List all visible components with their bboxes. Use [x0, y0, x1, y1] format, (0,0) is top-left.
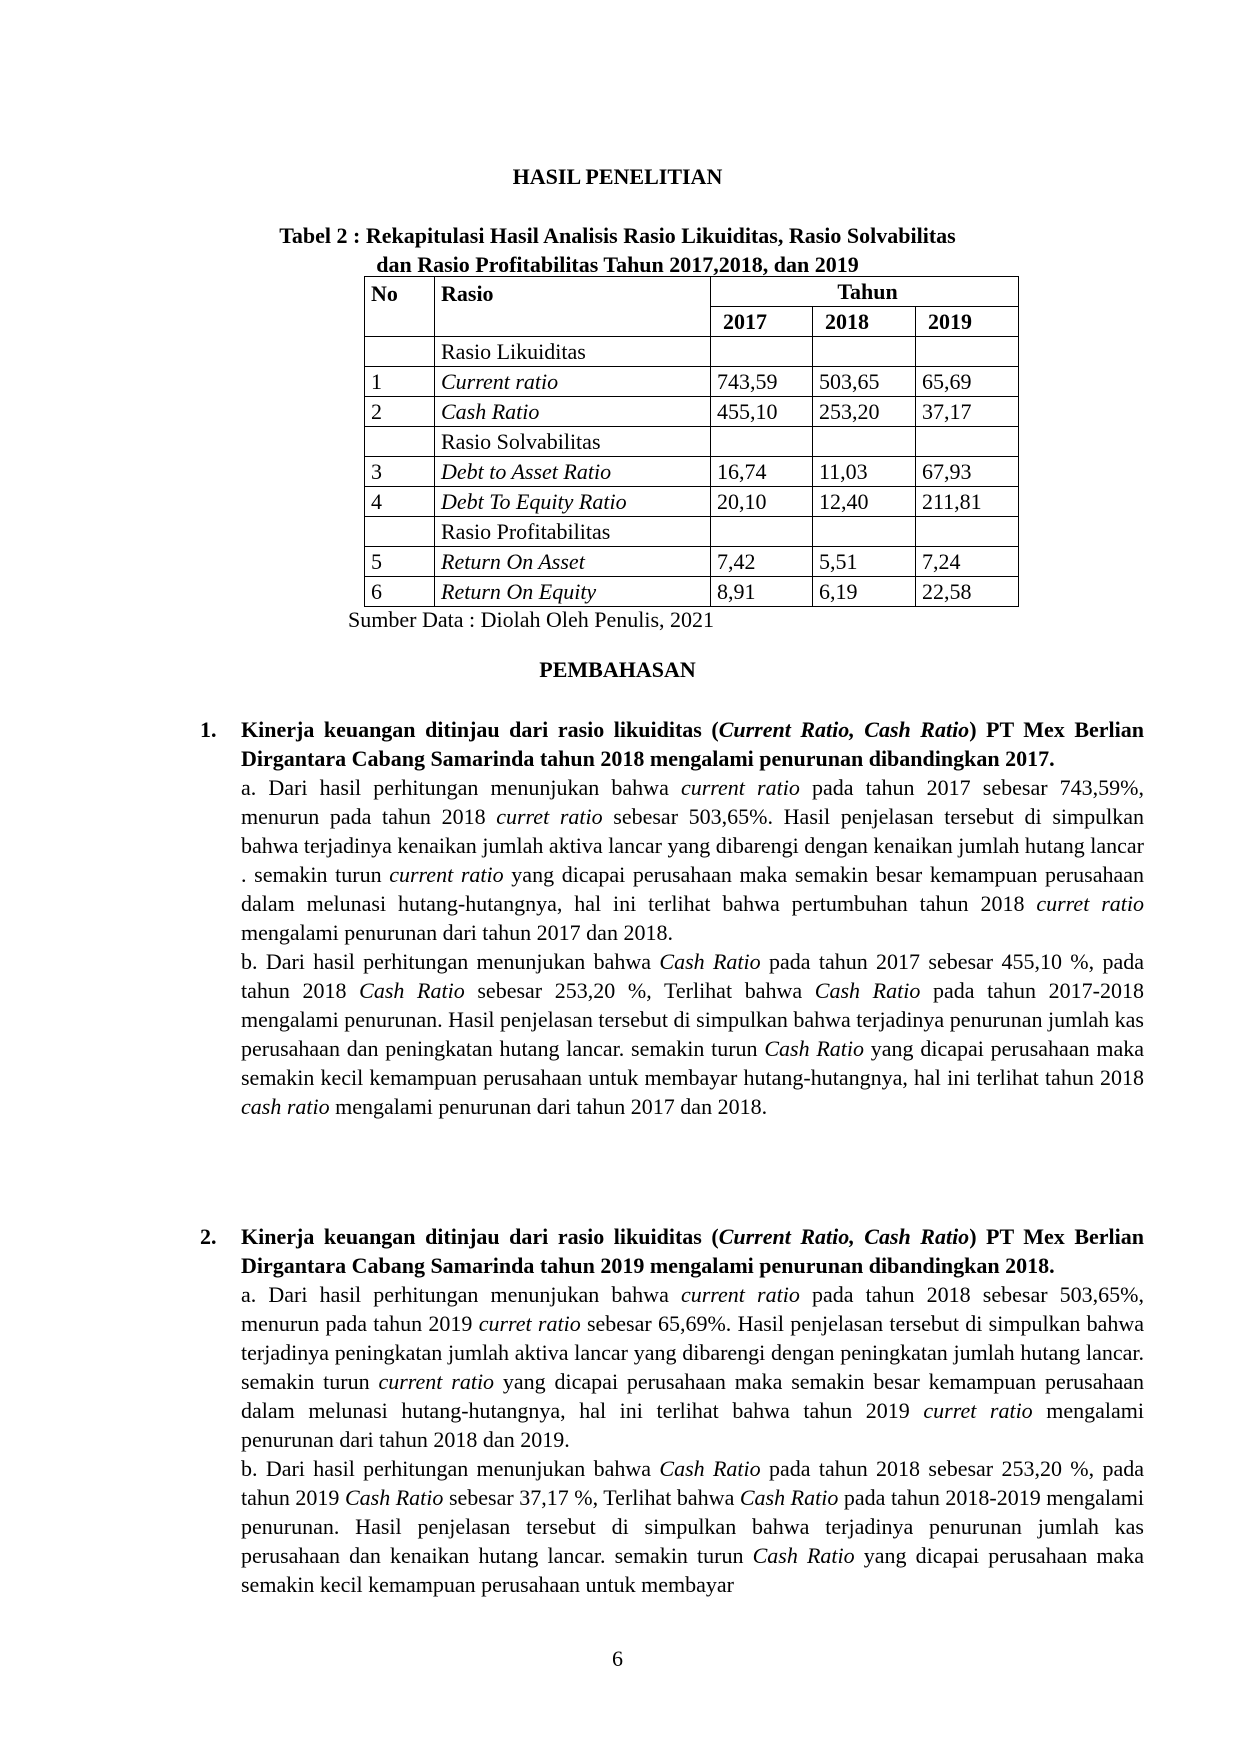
cell-value-2018: 11,03	[813, 457, 916, 487]
header-year-2017: 2017	[711, 307, 813, 337]
text-run: mengalami penurunan dari tahun 2017 dan 2018.	[241, 920, 673, 945]
cell-ratio-name: Return On Asset	[435, 547, 711, 577]
cell-no	[365, 337, 435, 367]
cell-value-2018: 503,65	[813, 367, 916, 397]
table-group-row	[365, 517, 1019, 547]
text-run: yang dicapai perusahaan maka semakin besar kemampuan perusahaan dalam melunasi hutang-hutangnya, hal ini terlihat bahwa pertumbuhan tahun 2018	[241, 862, 1144, 916]
text-run: mengalami penurunan dari tahun 2018 dan 2019.	[241, 1398, 1145, 1452]
header-tahun: Tahun	[711, 277, 1019, 307]
cell-ratio-name: Cash Ratio	[435, 397, 711, 427]
italic-term: curret ratio	[923, 1398, 1033, 1423]
cell-no: 5	[365, 547, 435, 577]
text-run: ) PT Mex Berlian Dirgantara Cabang Samarinda tahun 2019 mengalami penurunan dibandingkan 2018.	[241, 1224, 1144, 1278]
discussion-paragraph-b	[241, 1454, 1144, 1599]
italic-term: Current Ratio, Cash Ratio	[718, 717, 970, 742]
text-run: yang dicapai perusahaan maka semakin kecil kemampuan perusahaan untuk membayar	[241, 1543, 1144, 1597]
table-group-row	[365, 427, 1019, 457]
cell-value-2017	[711, 517, 813, 547]
text-run: b. Dari hasil perhitungan menunjukan bahwa	[241, 949, 660, 974]
table-caption	[0, 221, 1235, 279]
discussion-paragraph-a	[241, 773, 1144, 947]
cell-value-2019	[916, 337, 1019, 367]
table-row	[365, 577, 1019, 607]
text-run: yang dicapai perusahaan maka semakin besar kemampuan perusahaan dalam melunasi hutang-hutangnya, hal ini terlihat bahwa tahun 2019	[241, 1369, 1144, 1423]
cell-value-2017: 8,91	[711, 577, 813, 607]
discussion-paragraph-a	[241, 1280, 1144, 1454]
text-run: b. Dari hasil perhitungan menunjukan bahwa	[241, 1456, 660, 1481]
cell-no: 1	[365, 367, 435, 397]
text-run: pada tahun 2018-2019 mengalami penurunan. Hasil penjelasan tersebut di simpulkan bahwa terjadinya penurunan jumlah kas perusahaan dan kenaikan hutang lancar. semakin turun	[241, 1485, 1144, 1568]
cell-value-2017	[711, 427, 813, 457]
table-caption-line1: Tabel 2 : Rekapitulasi Hasil Analisis Rasio Likuiditas, Rasio Solvabilitas	[279, 223, 956, 248]
text-run: pada tahun 2018 sebesar 253,20 %, pada tahun 2019	[241, 1456, 1144, 1510]
cell-value-2018: 12,40	[813, 487, 916, 517]
cell-value-2018	[813, 337, 916, 367]
header-rasio: Rasio	[435, 277, 711, 337]
table-row	[365, 457, 1019, 487]
italic-term: Current Ratio, Cash Ratio	[718, 1224, 970, 1249]
table-row	[365, 367, 1019, 397]
cell-value-2017: 743,59	[711, 367, 813, 397]
text-run: ) PT Mex Berlian Dirgantara Cabang Samarinda tahun 2018 mengalami penurunan dibandingkan 2017.	[241, 717, 1144, 771]
text-run: pada tahun 2018 sebesar 503,65%, menurun pada tahun 2019	[241, 1282, 1144, 1336]
cell-no: 4	[365, 487, 435, 517]
text-run: Kinerja keuangan ditinjau dari rasio likuiditas (	[241, 717, 719, 742]
table-body	[365, 337, 1019, 607]
cell-value-2019	[916, 427, 1019, 457]
cell-value-2017: 20,10	[711, 487, 813, 517]
cell-value-2018: 5,51	[813, 547, 916, 577]
italic-term: Cash Ratio	[659, 949, 761, 974]
cell-value-2019: 211,81	[916, 487, 1019, 517]
discussion-item-1	[200, 715, 1144, 1121]
cell-group-name: Rasio Likuiditas	[435, 337, 711, 367]
cell-value-2019	[916, 517, 1019, 547]
table-row	[365, 487, 1019, 517]
text-run: mengalami penurunan dari tahun 2017 dan 2018.	[329, 1094, 768, 1119]
cell-value-2017	[711, 337, 813, 367]
section-heading-hasil: HASIL PENELITIAN	[512, 164, 723, 189]
cell-value-2018	[813, 517, 916, 547]
page-number: 6	[612, 1646, 623, 1671]
cell-no: 3	[365, 457, 435, 487]
cell-group-name: Rasio Solvabilitas	[435, 427, 711, 457]
text-run: yang dicapai perusahaan maka semakin kecil kemampuan perusahaan untuk membayar hutang-hutangnya, hal ini terlihat tahun 2018	[241, 1036, 1144, 1090]
italic-term: Cash Ratio	[739, 1485, 839, 1510]
discussion-paragraph-b	[241, 947, 1144, 1121]
discussion-number: 2.	[200, 1224, 217, 1249]
discussion-item-2	[200, 1222, 1144, 1599]
cell-ratio-name: Debt To Equity Ratio	[435, 487, 711, 517]
table-caption-line2: dan Rasio Profitabilitas Tahun 2017,2018, dan 2019	[376, 252, 859, 277]
cell-value-2018: 6,19	[813, 577, 916, 607]
text-run: a. Dari hasil perhitungan menunjukan bahwa	[241, 1282, 681, 1307]
italic-term: Cash Ratio	[764, 1036, 865, 1061]
italic-term: curret ratio	[478, 1311, 581, 1336]
text-run: Kinerja keuangan ditinjau dari rasio likuiditas (	[241, 1224, 719, 1249]
header-no: No	[365, 277, 435, 337]
discussion-number: 1.	[200, 717, 217, 742]
text-run: sebesar 37,17 %, Terlihat bahwa	[443, 1485, 740, 1510]
cell-value-2017: 455,10	[711, 397, 813, 427]
text-run: sebesar 253,20 %, Terlihat bahwa	[464, 978, 815, 1003]
text-run: a. Dari hasil perhitungan menunjukan bahwa	[241, 775, 681, 800]
header-year-2019: 2019	[916, 307, 1019, 337]
cell-ratio-name: Return On Equity	[435, 577, 711, 607]
cell-value-2019: 37,17	[916, 397, 1019, 427]
cell-value-2017: 16,74	[711, 457, 813, 487]
cell-value-2018	[813, 427, 916, 457]
italic-term: Cash Ratio	[814, 978, 921, 1003]
cell-no: 6	[365, 577, 435, 607]
cell-no	[365, 427, 435, 457]
italic-term: cash ratio	[241, 1094, 330, 1119]
section-heading-pembahasan: PEMBAHASAN	[539, 657, 696, 682]
italic-term: current ratio	[680, 1282, 800, 1307]
italic-term: Cash Ratio	[752, 1543, 855, 1568]
cell-no: 2	[365, 397, 435, 427]
italic-term: current ratio	[680, 775, 800, 800]
italic-term: current ratio	[378, 1369, 495, 1394]
table-group-row	[365, 337, 1019, 367]
text-run: pada tahun 2017-2018 mengalami penurunan. Hasil penjelasan tersebut di simpulkan bahwa terjadinya penurunan jumlah kas perusahaan dan peningkatan hutang lancar. semakin turun	[241, 978, 1144, 1061]
cell-value-2019: 67,93	[916, 457, 1019, 487]
italic-term: curret ratio	[496, 804, 603, 829]
cell-value-2019: 22,58	[916, 577, 1019, 607]
discussion-title	[241, 715, 1144, 773]
italic-term: Cash Ratio	[359, 978, 465, 1003]
text-run: pada tahun 2017 sebesar 455,10 %, pada tahun 2018	[241, 949, 1144, 1003]
cell-value-2019: 65,69	[916, 367, 1019, 397]
text-run: pada tahun 2017 sebesar 743,59%, menurun pada tahun 2018	[241, 775, 1144, 829]
cell-value-2017: 7,42	[711, 547, 813, 577]
italic-term: curret ratio	[1036, 891, 1144, 916]
header-year-2018: 2018	[813, 307, 916, 337]
table-header-row	[365, 277, 1019, 307]
italic-term: Cash Ratio	[344, 1485, 444, 1510]
text-run: sebesar 65,69%. Hasil penjelasan tersebut di simpulkan bahwa terjadinya peningkatan jumlah aktiva lancar yang dibarengi dengan peningkatan jumlah hutang lancar. semakin turun	[241, 1311, 1145, 1394]
italic-term: Cash Ratio	[659, 1456, 761, 1481]
ratio-table	[364, 276, 1019, 607]
cell-ratio-name: Current ratio	[435, 367, 711, 397]
table-source: Sumber Data : Diolah Oleh Penulis, 2021	[348, 607, 715, 632]
cell-no	[365, 517, 435, 547]
table-row	[365, 547, 1019, 577]
cell-value-2018: 253,20	[813, 397, 916, 427]
cell-group-name: Rasio Profitabilitas	[435, 517, 711, 547]
text-run: sebesar 503,65%. Hasil penjelasan tersebut di simpulkan bahwa terjadinya kenaikan jumlah aktiva lancar yang dibarengi dengan kenaikan jumlah hutang lancar . semakin turun	[241, 804, 1144, 887]
discussion-title	[241, 1222, 1144, 1280]
cell-ratio-name: Debt to Asset Ratio	[435, 457, 711, 487]
cell-value-2019: 7,24	[916, 547, 1019, 577]
table-row	[365, 397, 1019, 427]
italic-term: current ratio	[389, 862, 504, 887]
